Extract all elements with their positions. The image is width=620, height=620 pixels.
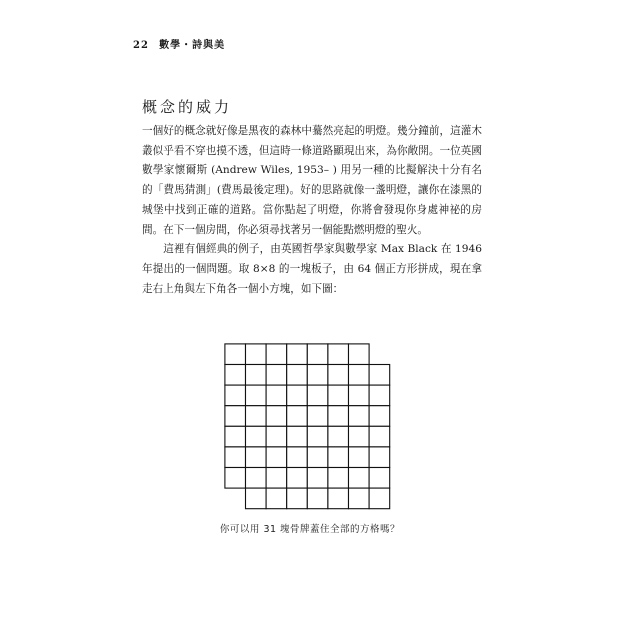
- board-square: [266, 447, 287, 468]
- running-header: [133, 36, 225, 51]
- board-square: [328, 468, 349, 489]
- board-square: [369, 406, 390, 427]
- board-square: [287, 365, 308, 386]
- board-square: [266, 488, 287, 509]
- board-square: [287, 406, 308, 427]
- board-square: [225, 406, 246, 427]
- board-square: [225, 468, 246, 489]
- board-square: [369, 488, 390, 509]
- board-square: [246, 365, 267, 386]
- board-square: [349, 468, 370, 489]
- board-square: [307, 344, 328, 365]
- board-square: [225, 385, 246, 406]
- mutilated-chessboard-figure: [224, 343, 391, 510]
- board-square: [349, 406, 370, 427]
- board-square: [307, 385, 328, 406]
- board-square: [246, 344, 267, 365]
- board-square: [349, 385, 370, 406]
- board-square: [328, 447, 349, 468]
- board-square: [287, 488, 308, 509]
- board-square: [225, 365, 246, 386]
- board-square: [225, 426, 246, 447]
- board-square: [328, 365, 349, 386]
- board-square: [246, 488, 267, 509]
- board-square: [307, 488, 328, 509]
- board-square: [266, 406, 287, 427]
- board-square: [287, 447, 308, 468]
- board-square: [369, 385, 390, 406]
- board-square: [349, 447, 370, 468]
- board-square: [246, 406, 267, 427]
- board-square: [287, 385, 308, 406]
- board-square: [246, 385, 267, 406]
- book-title: 數學・詩與美: [159, 40, 226, 51]
- board-square: [328, 406, 349, 427]
- section-title: 概念的威力: [142, 98, 233, 116]
- board-square: [349, 344, 370, 365]
- board-square: [307, 447, 328, 468]
- board-square: [246, 426, 267, 447]
- board-square: [307, 406, 328, 427]
- body-text: [142, 122, 482, 299]
- board-square: [328, 385, 349, 406]
- board-square: [266, 468, 287, 489]
- board-square: [369, 365, 390, 386]
- board-square: [266, 426, 287, 447]
- board-square: [369, 426, 390, 447]
- board-square: [225, 447, 246, 468]
- board-square: [307, 426, 328, 447]
- board-square: [225, 344, 246, 365]
- paragraph-1: 一個好的概念就好像是黑夜的森林中驀然亮起的明燈。幾分鐘前，這灌木叢似乎看不穿也摸不透，但這時一條道路顯現出來，為你敞開。一位英國數學家懷爾斯 (Andrew Wiles, 1953– ) 用另一種的比擬解決十分有名的「費馬猜測」(費馬最後定理)。好的思路就像一盞明燈，讓你在漆黑的城堡中找到正確的道路。當你點起了明燈，你將會發現你身處神祕的房間。在下一個房間，你必須尋找著另一個能點燃明燈的聖火。: [142, 125, 482, 236]
- board-square: [307, 365, 328, 386]
- board-square: [266, 385, 287, 406]
- board-square: [287, 468, 308, 489]
- page-number: 22: [133, 40, 149, 51]
- board-square: [266, 344, 287, 365]
- board-square: [246, 447, 267, 468]
- board-square: [349, 365, 370, 386]
- board-square: [246, 468, 267, 489]
- board-square: [349, 488, 370, 509]
- board-square: [349, 426, 370, 447]
- board-square: [328, 344, 349, 365]
- board-square: [369, 468, 390, 489]
- board-square: [287, 344, 308, 365]
- board-square: [307, 468, 328, 489]
- board-square: [266, 365, 287, 386]
- board-square: [328, 426, 349, 447]
- figure-caption: 你可以用 31 塊骨牌蓋住全部的方格嗎？: [219, 524, 401, 535]
- paragraph-2: 這裡有個經典的例子，由英國哲學家與數學家 Max Black 在 1946 年提出的一個問題。取 8×8 的一塊板子，由 64 個正方形拼成，現在拿走右上角與左下角各一個小方塊，如下圖：: [142, 243, 482, 295]
- board-square: [328, 488, 349, 509]
- board-square: [287, 426, 308, 447]
- board-square: [369, 447, 390, 468]
